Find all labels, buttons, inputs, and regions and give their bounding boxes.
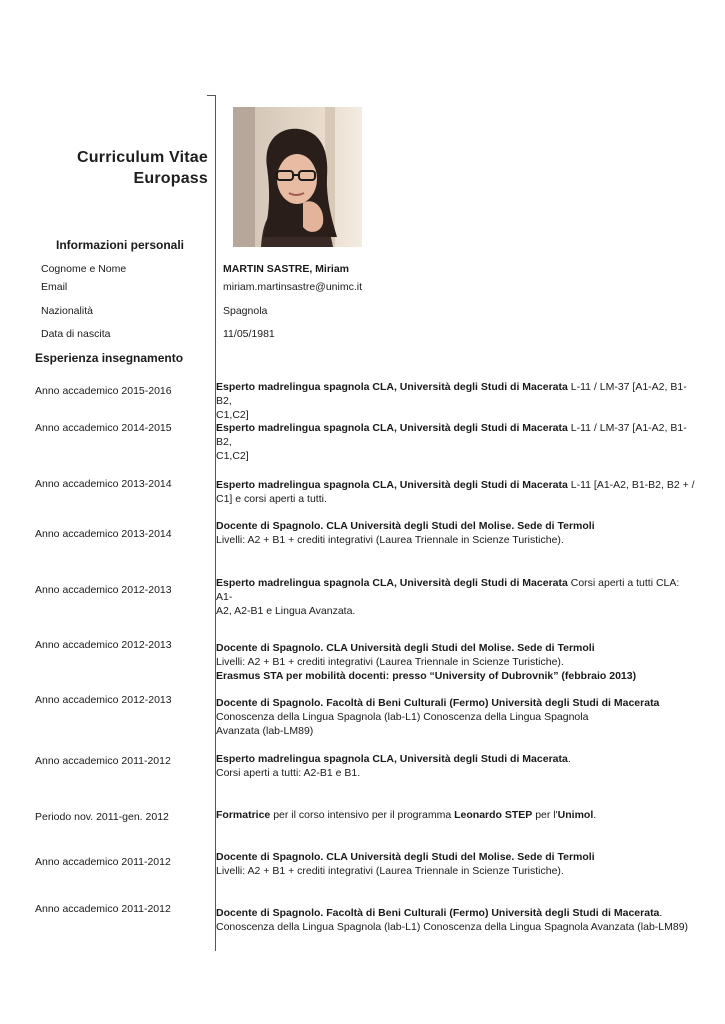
section-title-personal: Informazioni personali bbox=[55, 238, 184, 252]
entry-role: Docente di Spagnolo. CLA Università degli Studi del Molise. Sede di Termoli bbox=[216, 520, 595, 532]
entry-role: Docente di Spagnolo. CLA Università degli Studi del Molise. Sede di Termoli bbox=[216, 851, 595, 863]
entry-description bbox=[216, 421, 696, 463]
entry-period: Periodo nov. 2011-gen. 2012 bbox=[35, 811, 169, 823]
entry-description bbox=[216, 906, 696, 934]
entry-detail: Corsi aperti a tutti: A2-B1 e B1. bbox=[216, 767, 361, 779]
cv-title-line2: Europass bbox=[133, 170, 208, 187]
entry-role: Esperto madrelingua spagnola CLA, Università degli Studi di Macerata bbox=[216, 577, 568, 589]
entry-detail: per l' bbox=[532, 809, 558, 821]
cv-title-line1: Curriculum Vitae bbox=[77, 149, 208, 166]
entry-description bbox=[216, 850, 696, 878]
entry-role: Esperto madrelingua spagnola CLA, Università degli Studi di Macerata bbox=[216, 479, 568, 491]
profile-photo bbox=[233, 107, 362, 247]
field-value-email[interactable]: miriam.martinsastre@unimc.it bbox=[223, 281, 363, 293]
entry-detail: per il corso intensivo per il programma bbox=[270, 809, 455, 821]
entry-period: Anno accademico 2011-2012 bbox=[35, 903, 171, 915]
entry-detail: L-11 / LM-37 [A1-A2, B1-B2, bbox=[216, 381, 687, 407]
entry-program: Leonardo STEP bbox=[454, 809, 533, 821]
entry-description bbox=[216, 519, 696, 547]
entry-detail: Avanzata (lab-LM89) bbox=[216, 725, 314, 737]
section-title-teaching: Esperienza insegnamento bbox=[35, 351, 184, 365]
entry-role: Docente di Spagnolo. Facoltà di Beni Culturali (Fermo) Università degli Studi di Macerata bbox=[216, 907, 660, 919]
field-label-email: Email bbox=[41, 281, 68, 293]
entry-role: Docente di Spagnolo. CLA Università degli Studi del Molise. Sede di Termoli bbox=[216, 642, 595, 654]
entry-description bbox=[216, 696, 696, 738]
entry-detail: Livelli: A2 + B1 + crediti integrativi (Laurea Triennale in Scienze Turistiche). bbox=[216, 534, 564, 546]
entry-period: Anno accademico 2015-2016 bbox=[35, 385, 172, 397]
entry-detail: Corsi aperti a tutti CLA: A1- bbox=[216, 577, 680, 603]
entry-period: Anno accademico 2012-2013 bbox=[35, 584, 172, 596]
entry-institution: Unimol bbox=[557, 809, 594, 821]
entry-detail: Livelli: A2 + B1 + crediti integrativi (Laurea Triennale in Scienze Turistiche). bbox=[216, 656, 564, 668]
entry-description bbox=[216, 641, 696, 683]
entry-period: Anno accademico 2013-2014 bbox=[35, 528, 172, 540]
field-value-name: MARTIN SASTRE, Miriam bbox=[223, 263, 350, 275]
profile-photo-drawing bbox=[233, 107, 362, 247]
entry-detail: . bbox=[567, 753, 571, 765]
entry-description bbox=[216, 380, 696, 422]
entry-description bbox=[216, 478, 696, 506]
entry-period: Anno accademico 2011-2012 bbox=[35, 856, 171, 868]
entry-detail: Conoscenza della Lingua Spagnola (lab-L1) Conoscenza della Lingua Spagnola Avanzata (lab-LM89) bbox=[216, 921, 689, 933]
entry-role: Docente di Spagnolo. Facoltà di Beni Culturali (Fermo) Università degli Studi di Macerata bbox=[216, 697, 660, 709]
entry-role: Formatrice bbox=[216, 809, 271, 821]
entry-period: Anno accademico 2013-2014 bbox=[35, 478, 172, 490]
entry-description bbox=[216, 752, 696, 780]
entry-description bbox=[216, 808, 696, 822]
entry-period: Anno accademico 2014-2015 bbox=[35, 422, 172, 434]
entry-role: Esperto madrelingua spagnola CLA, Università degli Studi di Macerata bbox=[216, 753, 568, 765]
field-label-name: Cognome e Nome bbox=[41, 263, 127, 275]
entry-detail: L-11 [A1-A2, B1-B2, B2 + / bbox=[567, 479, 695, 491]
entry-role: Esperto madrelingua spagnola CLA, Università degli Studi di Macerata bbox=[216, 422, 568, 434]
field-value-birthdate: 11/05/1981 bbox=[223, 328, 275, 340]
field-value-nationality: Spagnola bbox=[223, 305, 268, 317]
field-label-birthdate: Data di nascita bbox=[41, 328, 111, 340]
entry-period: Anno accademico 2012-2013 bbox=[35, 639, 172, 651]
entry-detail: Livelli: A2 + B1 + crediti integrativi (Laurea Triennale in Scienze Turistiche). bbox=[216, 865, 564, 877]
entry-detail: A2, A2-B1 e Lingua Avanzata. bbox=[216, 605, 356, 617]
entry-detail: . bbox=[593, 809, 597, 821]
entry-detail: . bbox=[659, 907, 663, 919]
entry-period: Anno accademico 2011-2012 bbox=[35, 755, 171, 767]
entry-description bbox=[216, 576, 696, 618]
entry-detail: C1] e corsi aperti a tutti. bbox=[216, 493, 327, 505]
entry-erasmus: Erasmus STA per mobilità docenti: presso “University of Dubrovnik” (febbraio 2013) bbox=[216, 670, 637, 682]
entry-detail: C1,C2] bbox=[216, 409, 249, 421]
entry-role: Esperto madrelingua spagnola CLA, Università degli Studi di Macerata bbox=[216, 381, 568, 393]
entry-detail: L-11 / LM-37 [A1-A2, B1-B2, bbox=[216, 422, 687, 448]
entry-detail: Conoscenza della Lingua Spagnola (lab-L1) Conoscenza della Lingua Spagnola bbox=[216, 711, 589, 723]
entry-detail: C1,C2] bbox=[216, 450, 249, 462]
field-label-nationality: Nazionalità bbox=[41, 305, 93, 317]
entry-period: Anno accademico 2012-2013 bbox=[35, 694, 172, 706]
